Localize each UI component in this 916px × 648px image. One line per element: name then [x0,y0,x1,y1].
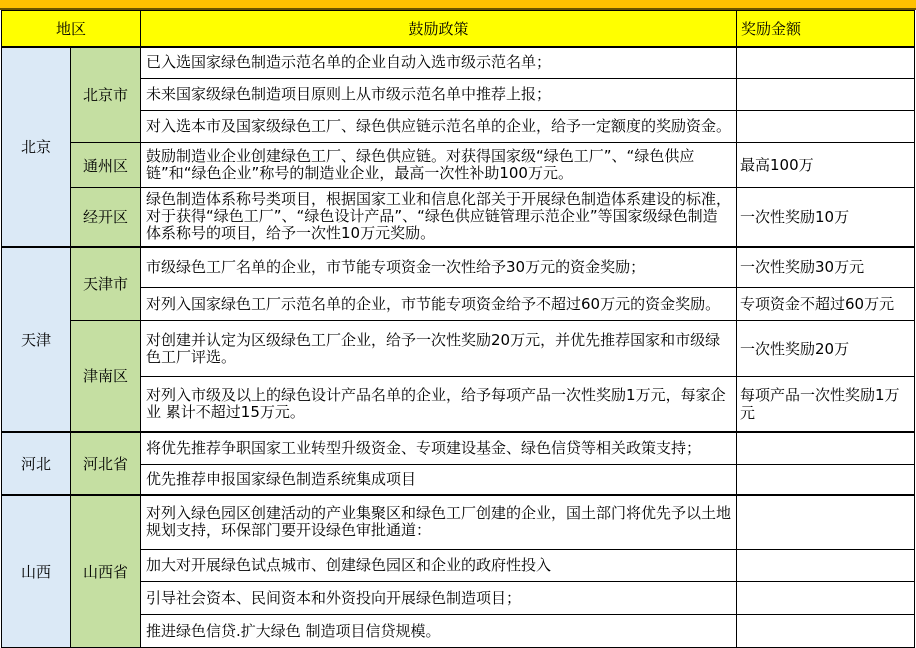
table-row [2,143,915,188]
amount-cell [737,615,915,648]
policy-table [1,10,915,648]
amount-cell [737,111,915,143]
policy-cell: 引导社会资本、民间资本和外资投向开展绿色制造项目； [141,582,737,615]
region-cell: 河北 [2,432,71,495]
table-row [2,495,915,550]
subregion-cell: 经开区 [71,188,141,247]
region-cell: 天津 [2,247,71,432]
subregion-cell: 北京市 [71,47,141,143]
subregion-cell: 山西省 [71,495,141,648]
amount-cell: 每项产品一次性奖励1万元 [737,377,915,432]
amount-cell: 一次性奖励10万 [737,188,915,247]
amount-cell [737,550,915,582]
table-row [2,47,915,79]
policy-cell: 鼓励制造业企业创建绿色工厂、绿色供应链。对获得国家级“绿色工厂”、“绿色供应链”和“绿色企业”称号的制造业企业，最高一次性补助100万元。 [141,143,737,188]
amount-cell [737,495,915,550]
policy-cell: 已入选国家绿色制造示范名单的企业自动入选市级示范名单； [141,47,737,79]
table-body [2,47,915,648]
policy-cell: 绿色制造体系称号类项目，根据国家工业和信息化部关于开展绿色制造体系建设的标准，对于获得“绿色工厂”、“绿色设计产品”、“绿色供应链管理示范企业”等国家级绿色制造体系称号的项目，给予一次性10万元奖励。 [141,188,737,247]
amount-cell: 一次性奖励30万元 [737,247,915,288]
amount-cell: 最高100万 [737,143,915,188]
amount-cell: 一次性奖励20万 [737,321,915,377]
policy-cell: 未来国家级绿色制造项目原则上从市级示范名单中推荐上报； [141,79,737,111]
header-amount: 奖励金额 [737,11,915,47]
policy-cell: 对列入市级及以上的绿色设计产品名单的企业，给予每项产品一次性奖励1万元，每家企业 累计不超过15万元。 [141,377,737,432]
region-cell: 北京 [2,47,71,247]
amount-cell [737,79,915,111]
subregion-cell: 河北省 [71,432,141,495]
table-row [2,321,915,377]
amount-cell [737,432,915,465]
policy-cell: 对创建并认定为区级绿色工厂企业，给予一次性奖励20万元，并优先推荐国家和市级绿色工厂评选。 [141,321,737,377]
header-region: 地区 [2,11,141,47]
policy-cell: 推进绿色信贷.扩大绿色 制造项目信贷规模。 [141,615,737,648]
subregion-cell: 津南区 [71,321,141,432]
region-cell: 山西 [2,495,71,648]
policy-cell: 对列入国家绿色工厂示范名单的企业，市节能专项资金给予不超过60万元的资金奖励。 [141,288,737,321]
subregion-cell: 天津市 [71,247,141,321]
policy-cell: 优先推荐申报国家绿色制造系统集成项目 [141,465,737,495]
amount-cell [737,582,915,615]
policy-cell: 对入选本市及国家级绿色工厂、绿色供应链示范名单的企业，给予一定额度的奖励资金。 [141,111,737,143]
header-policy: 鼓励政策 [141,11,737,47]
policy-cell: 加大对开展绿色试点城市、创建绿色园区和企业的政府性投入 [141,550,737,582]
header-row [2,11,915,47]
table-row [2,188,915,247]
top-accent-strip [0,0,916,10]
table-row [2,432,915,465]
policy-cell: 市级绿色工厂名单的企业，市节能专项资金一次性给予30万元的资金奖励； [141,247,737,288]
amount-cell [737,465,915,495]
policy-cell: 将优先推荐争职国家工业转型升级资金、专项建设基金、绿色信贷等相关政策支持； [141,432,737,465]
table-row [2,247,915,288]
amount-cell [737,47,915,79]
amount-cell: 专项资金不超过60万元 [737,288,915,321]
subregion-cell: 通州区 [71,143,141,188]
policy-cell: 对列入绿色园区创建活动的产业集聚区和绿色工厂创建的企业，国土部门将优先予以土地规划支持，环保部门要开设绿色审批通道： [141,495,737,550]
